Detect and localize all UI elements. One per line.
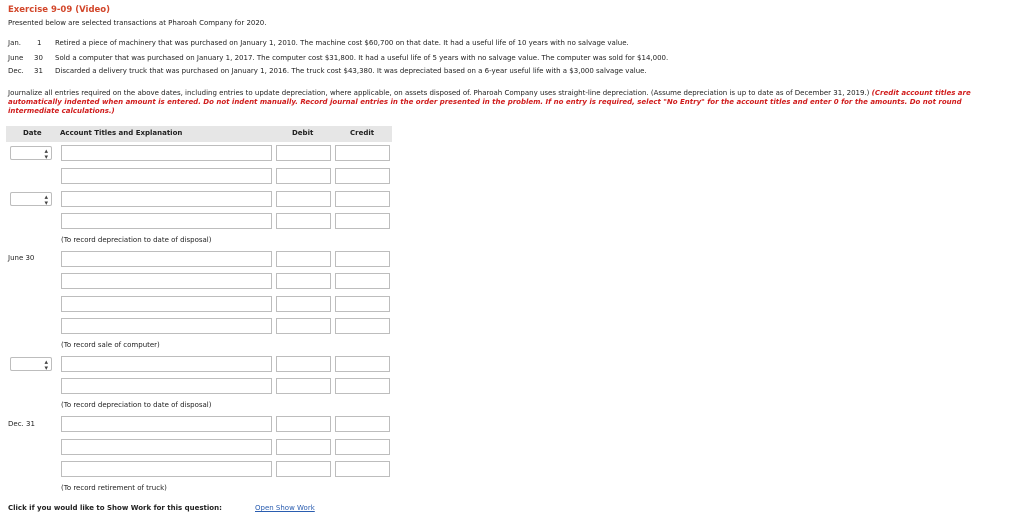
- tx-text-june: Sold a computer that was purchased on January 1, 2017. The computer cost $31,800. It had a useful life of 5 years with no salvage value. The computer was sold for $14,000.: [55, 54, 669, 62]
- tx-text-dec: Discarded a delivery truck that was purchased on January 1, 2016. The truck cost $43,380. It was depreciated based on a 6-year useful life with a $3,000 salvage value.: [55, 67, 647, 75]
- tx-month-jan: Jan.: [8, 39, 22, 47]
- credit-field[interactable]: [335, 439, 390, 455]
- header-debit: Debit: [292, 129, 314, 137]
- credit-field[interactable]: [335, 378, 390, 394]
- debit-field[interactable]: [276, 461, 331, 477]
- header-credit: Credit: [350, 129, 375, 137]
- entry-note-depreciation: (To record depreciation to date of disposal): [61, 401, 212, 409]
- debit-field[interactable]: [276, 168, 331, 184]
- date-select-june[interactable]: [10, 192, 52, 206]
- row-date-dec31: Dec. 31: [8, 420, 35, 428]
- entry-note-sale: (To record sale of computer): [61, 341, 160, 349]
- credit-field[interactable]: [335, 356, 390, 372]
- entry-note-retirement: (To record retirement of truck): [61, 484, 167, 492]
- account-field[interactable]: [61, 416, 272, 432]
- account-field[interactable]: [61, 191, 272, 207]
- account-field[interactable]: [61, 145, 272, 161]
- instructions-plain: Journalize all entries required on the above dates, including entries to update depreciation, where applicable, on assets disposed of. Pharoah Company uses straight-line depreciation. (Assume depreciation is up to date as of December 31, 2019.): [8, 89, 872, 97]
- account-field[interactable]: [61, 251, 272, 267]
- debit-field[interactable]: [276, 296, 331, 312]
- credit-field[interactable]: [335, 168, 390, 184]
- debit-field[interactable]: [276, 273, 331, 289]
- account-field[interactable]: [61, 356, 272, 372]
- account-field[interactable]: [61, 168, 272, 184]
- debit-field[interactable]: [276, 213, 331, 229]
- credit-field[interactable]: [335, 273, 390, 289]
- date-select-jan[interactable]: [10, 146, 52, 160]
- select-arrow-icon: ▴ ▾: [44, 147, 48, 161]
- account-field[interactable]: [61, 213, 272, 229]
- instructions-red: (Credit account titles are automatically indented when amount is entered. Do not indent manually. Record journal entries in the order presented in the problem. If no entry is required, select "No Entry" for the account titles and enter 0 for the amounts. Do not round intermediate calculations.): [8, 89, 971, 115]
- account-field[interactable]: [61, 273, 272, 289]
- tx-day-june: 30: [34, 54, 43, 62]
- credit-field[interactable]: [335, 461, 390, 477]
- account-field[interactable]: [61, 461, 272, 477]
- row-date-june30: June 30: [8, 254, 35, 262]
- entry-note-depreciation: (To record depreciation to date of disposal): [61, 236, 212, 244]
- account-field[interactable]: [61, 378, 272, 394]
- debit-field[interactable]: [276, 378, 331, 394]
- debit-field[interactable]: [276, 416, 331, 432]
- debit-field[interactable]: [276, 191, 331, 207]
- journal-header: [6, 126, 392, 142]
- credit-field[interactable]: [335, 213, 390, 229]
- debit-field[interactable]: [276, 251, 331, 267]
- select-arrow-icon: ▴ ▾: [44, 193, 48, 207]
- exercise-title: Exercise 9-09 (Video): [8, 5, 111, 15]
- credit-field[interactable]: [335, 145, 390, 161]
- credit-field[interactable]: [335, 251, 390, 267]
- tx-day-jan: 1: [37, 39, 42, 47]
- exercise-subtitle: Presented below are selected transactions at Pharoah Company for 2020.: [8, 19, 267, 27]
- account-field[interactable]: [61, 296, 272, 312]
- credit-field[interactable]: [335, 296, 390, 312]
- tx-month-dec: Dec.: [8, 67, 24, 75]
- header-account: Account Titles and Explanation: [60, 129, 183, 137]
- credit-field[interactable]: [335, 416, 390, 432]
- open-show-work-link[interactable]: Open Show Work: [255, 504, 315, 512]
- tx-day-dec: 31: [34, 67, 43, 75]
- debit-field[interactable]: [276, 356, 331, 372]
- date-select-dec[interactable]: [10, 357, 52, 371]
- debit-field[interactable]: [276, 145, 331, 161]
- account-field[interactable]: [61, 439, 272, 455]
- instructions: [8, 89, 1012, 116]
- show-work-prompt: Click if you would like to Show Work for this question:: [8, 504, 222, 512]
- tx-month-june: June: [8, 54, 24, 62]
- debit-field[interactable]: [276, 439, 331, 455]
- tx-text-jan: Retired a piece of machinery that was purchased on January 1, 2010. The machine cost $60,700 on that date. It had a useful life of 10 years with no salvage value.: [55, 39, 629, 47]
- select-arrow-icon: ▴ ▾: [44, 358, 48, 372]
- header-date: Date: [23, 129, 42, 137]
- account-field[interactable]: [61, 318, 272, 334]
- credit-field[interactable]: [335, 318, 390, 334]
- credit-field[interactable]: [335, 191, 390, 207]
- debit-field[interactable]: [276, 318, 331, 334]
